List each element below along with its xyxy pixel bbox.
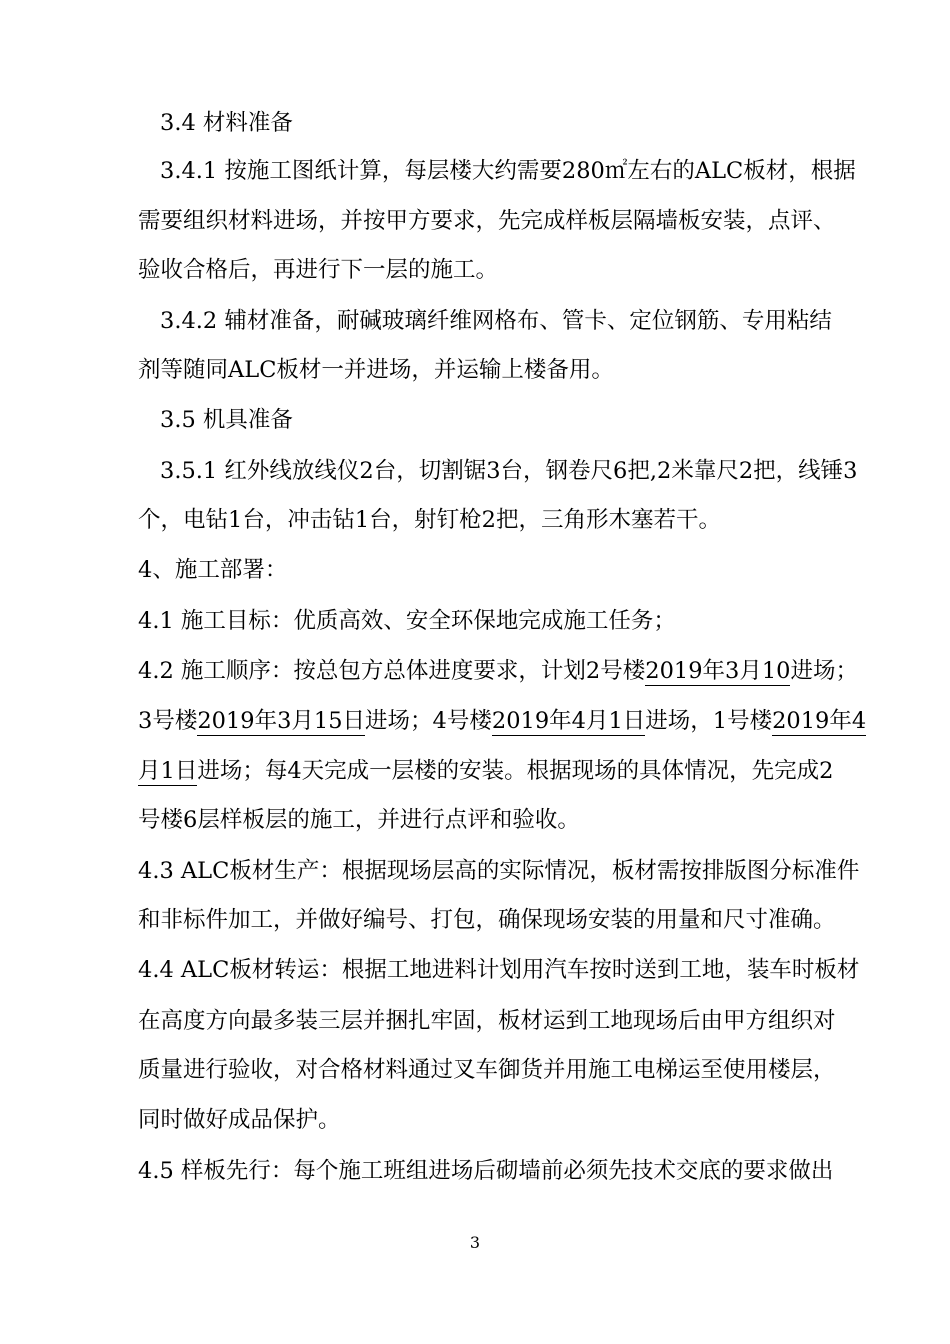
heading-3-4: 3.4 材料准备 xyxy=(160,110,293,136)
line-text: 进场； xyxy=(790,658,858,684)
paragraph-line: 个，电钻1台，冲击钻1台，射钉枪2把，三角形木塞若干。 xyxy=(138,507,721,533)
underlined-date: 月1日 xyxy=(138,758,198,784)
line-text: 进场，1号楼 xyxy=(645,708,773,734)
paragraph-line: 在高度方向最多装三层并捆扎牢固，板材运到工地现场后由甲方组织对 xyxy=(138,1008,836,1034)
paragraph-line: 3.4.1 按施工图纸计算，每层楼大约需要280㎡左右的ALC板材，根据 xyxy=(160,158,856,184)
paragraph-line: 号楼6层样板层的施工，并进行点评和验收。 xyxy=(138,807,580,833)
heading-3-5: 3.5 机具准备 xyxy=(160,407,293,433)
line-text: 4.2 施工顺序：按总包方总体进度要求，计划2号楼 xyxy=(138,658,646,684)
paragraph-line: 4.4 ALC板材转运：根据工地进料计划用汽车按时送到工地，装车时板材 xyxy=(138,957,860,983)
paragraph-line: 3.4.2 辅材准备，耐碱玻璃纤维网格布、管卡、定位钢筋、专用粘结 xyxy=(160,308,832,334)
paragraph-line: 4.3 ALC板材生产：根据现场层高的实际情况，板材需按排版图分标准件 xyxy=(138,858,860,884)
paragraph-line: 同时做好成品保护。 xyxy=(138,1107,341,1133)
paragraph-line xyxy=(138,656,858,686)
paragraph-line: 和非标件加工，并做好编号、打包，确保现场安装的用量和尺寸准确。 xyxy=(138,907,836,933)
underlined-date: 2019年3月10 xyxy=(645,658,791,684)
paragraph-line: 质量进行验收，对合格材料通过叉车御货并用施工电梯运至使用楼层， xyxy=(138,1057,836,1083)
paragraph-line: 4.5 样板先行：每个施工班组进场后砌墙前必须先技术交底的要求做出 xyxy=(138,1158,834,1184)
paragraph-line: 剂等随同ALC板材一并进场，并运输上楼备用。 xyxy=(138,357,614,383)
paragraph-line: 3.5.1 红外线放线仪2台，切割锯3台，钢卷尺6把,2米靠尺2把，线锤3 xyxy=(160,458,858,484)
line-text: 3号楼 xyxy=(138,708,198,734)
paragraph-line: 需要组织材料进场，并按甲方要求，先完成样板层隔墙板安装，点评、 xyxy=(138,208,836,234)
underlined-date: 2019年4 xyxy=(772,708,867,734)
paragraph-line: 验收合格后，再进行下一层的施工。 xyxy=(138,257,499,283)
paragraph-line xyxy=(138,756,833,786)
underlined-date: 2019年3月15日 xyxy=(197,708,366,734)
page-number: 3 xyxy=(469,1233,481,1252)
line-text: 进场；每4天完成一层楼的安装。根据现场的具体情况，先完成2 xyxy=(197,758,834,784)
heading-4: 4、施工部署： xyxy=(138,557,288,583)
line-text: 进场；4号楼 xyxy=(365,708,492,734)
paragraph-line: 4.1 施工目标：优质高效、安全环保地完成施工任务； xyxy=(138,608,676,634)
paragraph-line xyxy=(138,706,866,736)
underlined-date: 2019年4月1日 xyxy=(491,708,646,734)
